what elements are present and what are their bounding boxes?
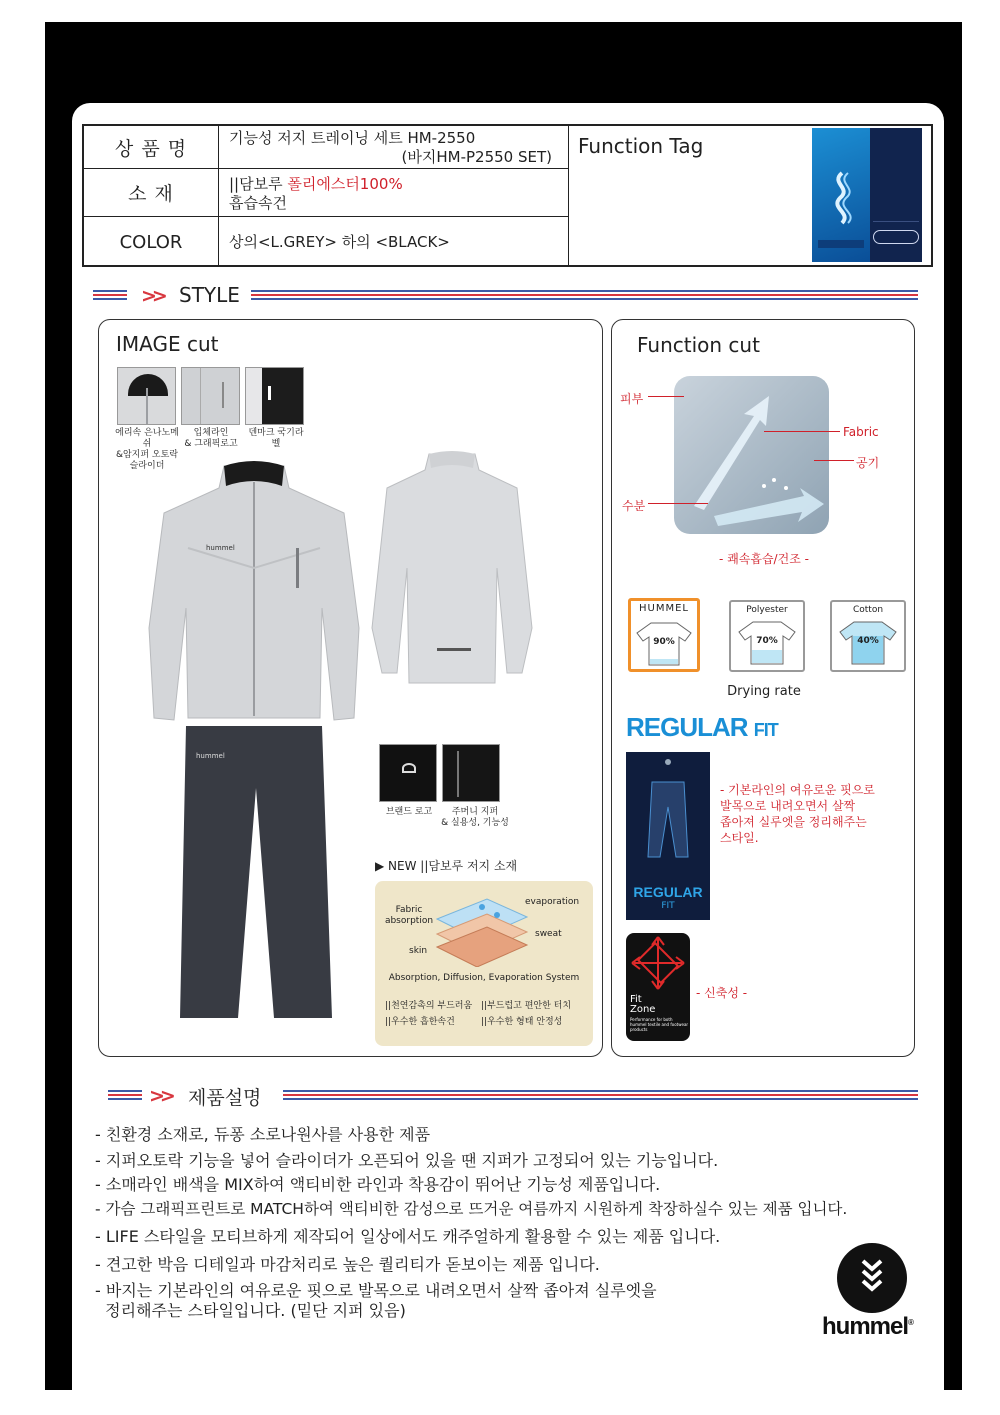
label-moisture: 수분 <box>622 499 646 513</box>
spec-label-color: COLOR <box>84 217 219 267</box>
desc-section-header <box>93 1085 918 1109</box>
drying-value-hummel: 90% <box>653 637 675 647</box>
pointer-fabric <box>764 431 840 432</box>
regular-fit-sub: FIT <box>753 720 778 740</box>
chevrons-icon <box>837 1243 907 1313</box>
drying-name-cotton: Cotton <box>852 605 884 615</box>
pointer-skin <box>648 396 684 397</box>
header-lines-right <box>283 1090 918 1101</box>
desc-line: - 소매라인 배색을 MIX하여 액티비한 라인과 착용감이 뛰어난 기능성 제품입니다. <box>95 1175 661 1194</box>
thumb-caption-chest: 입체라인 & 그래픽로고 <box>184 428 238 449</box>
function-cut-title: Function cut <box>637 333 760 357</box>
brand-reg-mark: ® <box>908 1318 913 1327</box>
material-prefix: ||담보루 <box>229 175 288 193</box>
desc-line: 정리해주는 스타일입니다. (밑단 지퍼 있음) <box>95 1301 406 1320</box>
pointer-moisture <box>648 503 708 504</box>
sorona-tag-back <box>870 128 922 262</box>
pointer-air <box>814 460 854 461</box>
drying-value-cotton: 40% <box>857 636 879 646</box>
spec-row-color <box>84 217 568 267</box>
style-section-header <box>93 285 918 305</box>
svg-text:hummel: hummel <box>196 752 225 760</box>
thumb-collar <box>117 367 176 425</box>
label-air: 공기 <box>856 456 880 470</box>
fit-zone-title-2: Zone <box>630 1004 656 1015</box>
desc-line: - 가슴 그래픽프린트로 MATCH하여 액티비한 감성으로 뜨거운 여름까지 시원하게 착장하실수 있는 제품 입니다. <box>95 1200 848 1218</box>
label-fabric-absorption: Fabric absorption <box>384 905 434 926</box>
spec-divider <box>568 126 569 265</box>
product-set: (바지HM-P2550 SET) <box>401 148 552 166</box>
double-chevron-icon: >> <box>141 285 163 307</box>
feature-2: ||부드럽고 편안한 터치 <box>481 1001 572 1011</box>
regular-fit-card-main: REGULAR <box>633 884 703 900</box>
fit-zone-card <box>626 933 690 1041</box>
material-feature: 흡습속건 <box>229 194 287 212</box>
jacket-back-image <box>367 448 537 688</box>
drying-name-polyester: Polyester <box>746 605 788 615</box>
header-lines-right <box>251 290 918 301</box>
label-evaporation: evaporation <box>525 897 580 907</box>
function-cut-caption: - 쾌속흡습/건조 - <box>719 552 809 566</box>
stretch-arrows-icon <box>626 933 690 993</box>
desc-line: - 바지는 기본라인의 여유로운 핏으로 발목으로 내려오면서 살짝 좁아져 실루엣을 <box>95 1281 657 1300</box>
style-section-title: STYLE <box>179 283 240 307</box>
thumb-caption-collar: 에리속 은나노메쉬 &암지퍼 오토락 슬라이더 <box>115 428 179 471</box>
brand-logo-text: hummel <box>822 1313 909 1340</box>
spec-row-material <box>84 169 568 217</box>
thumb-chest-line <box>181 367 240 425</box>
svg-text:hummel: hummel <box>206 544 235 552</box>
spec-value-name <box>229 126 562 168</box>
regular-fit-card <box>626 752 710 920</box>
drying-value-polyester: 70% <box>756 636 778 646</box>
material-diagram <box>375 881 593 1046</box>
desc-line: - 친환경 소재로, 듀퐁 소로나원사를 사용한 제품 <box>95 1125 431 1144</box>
label-sweat: sweat <box>535 929 562 939</box>
thumb-caption-brand: 브랜드 로고 <box>385 807 433 817</box>
thumb-caption-flag: 덴마크 국기라벨 <box>248 428 304 449</box>
drying-rate-caption: Drying rate <box>727 684 801 699</box>
desc-line: - 지퍼오토락 기능을 넣어 슬라이더가 오픈되어 있을 땐 지퍼가 고정되어 있는 기능입니다. <box>95 1151 719 1170</box>
drying-name-hummel: HUMMEL <box>639 603 689 614</box>
feature-3: ||우수한 흡한속건 <box>385 1017 455 1027</box>
header-lines-left <box>93 290 127 301</box>
tracksuit-front-image <box>144 458 364 1033</box>
fit-zone-title-1: Fit <box>630 994 642 1005</box>
regular-fit-card-sub: FIT <box>661 901 675 911</box>
spec-value-material <box>229 169 562 216</box>
spec-label-name: 상 품 명 <box>84 126 219 168</box>
hummel-chevron-logo-icon <box>837 1243 907 1313</box>
drying-card-polyester <box>729 600 805 672</box>
fit-zone-desc: - 신축성 - <box>696 986 748 1000</box>
new-material-title: ▶ NEW ||담보루 저지 소재 <box>375 859 518 873</box>
layer-diagram-icon <box>427 889 537 967</box>
desc-section-title: 제품설명 <box>188 1087 262 1109</box>
thumb-caption-pocket: 주머니 지퍼 & 실용성, 기능성 <box>441 807 509 828</box>
desc-line: - LIFE 스타일을 모티브하게 제작되어 일상에서도 캐주얼하게 활용할 수 있는 제품 입니다. <box>95 1227 721 1246</box>
airflow-arrows-icon <box>674 376 829 534</box>
feature-1: ||천연감촉의 부드러움 <box>385 1001 473 1011</box>
label-skin: skin <box>409 946 428 956</box>
function-tag-image <box>812 128 922 262</box>
image-cut-box <box>98 319 603 1057</box>
drying-card-cotton <box>830 600 906 672</box>
spec-table <box>82 124 933 267</box>
spec-label-material: 소 재 <box>84 169 219 216</box>
sorona-swirl-icon <box>812 128 870 262</box>
spec-row-name <box>84 126 568 169</box>
desc-line: - 견고한 박음 디테일과 마감처리로 높은 퀄리티가 돋보이는 제품 입니다. <box>95 1255 600 1274</box>
thumb-brand-logo <box>379 744 437 802</box>
thumb-flag-label <box>245 367 304 425</box>
double-chevron-icon: >> <box>149 1085 171 1107</box>
label-skin-kr: 피부 <box>620 392 644 406</box>
spec-value-color: 상의<L.GREY> 하의 <BLACK> <box>229 232 450 251</box>
regular-fit-desc: - 기본라인의 여유로운 핏으로 발목으로 내려오면서 살짝 좁아져 실루엣을 정리해주는 스타일. <box>720 783 875 845</box>
pants-silhouette-icon <box>626 752 710 882</box>
sorona-tag-front <box>812 128 870 262</box>
material-composition: 폴리에스터100% <box>287 175 403 193</box>
header-lines-left <box>108 1090 142 1101</box>
label-fabric: Fabric <box>843 425 879 439</box>
regular-fit-main: REGULAR <box>626 712 748 742</box>
drying-card-hummel <box>628 598 700 672</box>
regular-fit-title <box>626 712 778 743</box>
thumb-pocket-zipper <box>442 744 500 802</box>
feature-4: ||우수한 형태 안정성 <box>481 1017 563 1027</box>
fit-zone-small: Performance for both hummel textile and footwear products <box>630 1017 689 1032</box>
fabric-visual <box>674 376 829 534</box>
function-cut-box <box>611 319 915 1057</box>
function-tag-title: Function Tag <box>578 134 704 158</box>
product-name: 기능성 저지 트레이닝 세트 HM-2550 <box>229 129 476 147</box>
image-cut-title: IMAGE cut <box>116 332 219 356</box>
hummel-wordmark <box>822 1313 913 1341</box>
label-system: Absorption, Diffusion, Evaporation System <box>388 973 580 983</box>
